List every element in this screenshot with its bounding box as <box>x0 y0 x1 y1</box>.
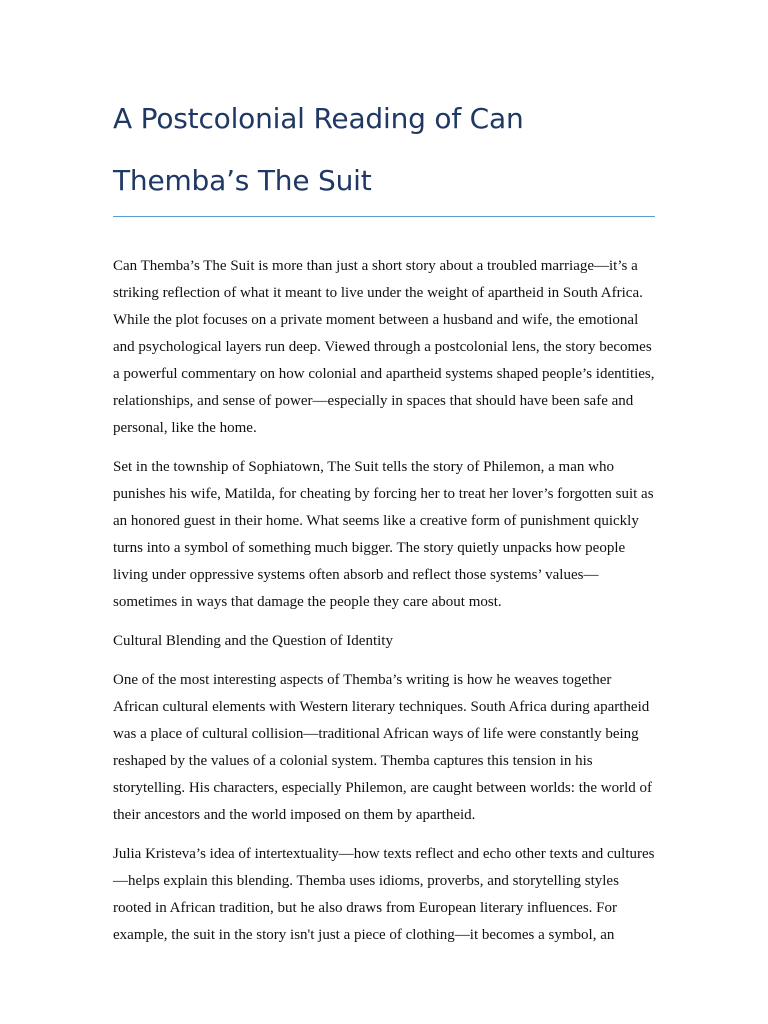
paragraph-setting: Set in the township of Sophiatown, The Suit tells the story of Philemon, a man who punishes his wife, Matilda, for cheating by forcing her to treat her lover’s forgotten suit as an honored guest in their home. What seems like a creative form of punishment quickly turns into a symbol of something much bigger. The story quietly unpacks how people living under oppressive systems often absorb and reflect those systems’ values—sometimes in ways that damage the people they care about most. <box>113 459 654 610</box>
paragraph-cultural-blending: One of the most interesting aspects of Themba’s writing is how he weaves together African cultural elements with Western literary techniques. South Africa during apartheid was a place of cultural collision—traditional African ways of life were constantly being reshaped by the values of a colonial system. Themba captures this tension in his storytelling. His characters, especially Philemon, are caught between worlds: the world of their ancestors and the world imposed on them by apartheid. <box>113 672 653 823</box>
document-page <box>113 88 655 961</box>
paragraph-intro: Can Themba’s The Suit is more than just a short story about a troubled marriage—it’s a striking reflection of what it meant to live under the weight of apartheid in South Africa. While the plot focuses on a private moment between a husband and wife, the emotional and psychological layers run deep. Viewed through a postcolonial lens, the story becomes a powerful commentary on how colonial and apartheid systems shaped people’s identities, relationships, and sense of power—especially in spaces that should have been safe and personal, like the home. <box>113 258 655 436</box>
paragraph-intertextuality: Julia Kristeva’s idea of intertextuality—how texts reflect and echo other texts and cultures—helps explain this blending. Themba uses idioms, proverbs, and storytelling styles rooted in African tradition, but he also draws from European literary influences. For example, the suit in the story isn't just a piece of clothing—it becomes a symbol, an <box>113 846 655 943</box>
title-underline-divider <box>113 216 655 217</box>
section-heading: Cultural Blending and the Question of Identity <box>113 633 393 649</box>
document-title: A Postcolonial Reading of Can Themba’s The Suit <box>113 102 524 197</box>
